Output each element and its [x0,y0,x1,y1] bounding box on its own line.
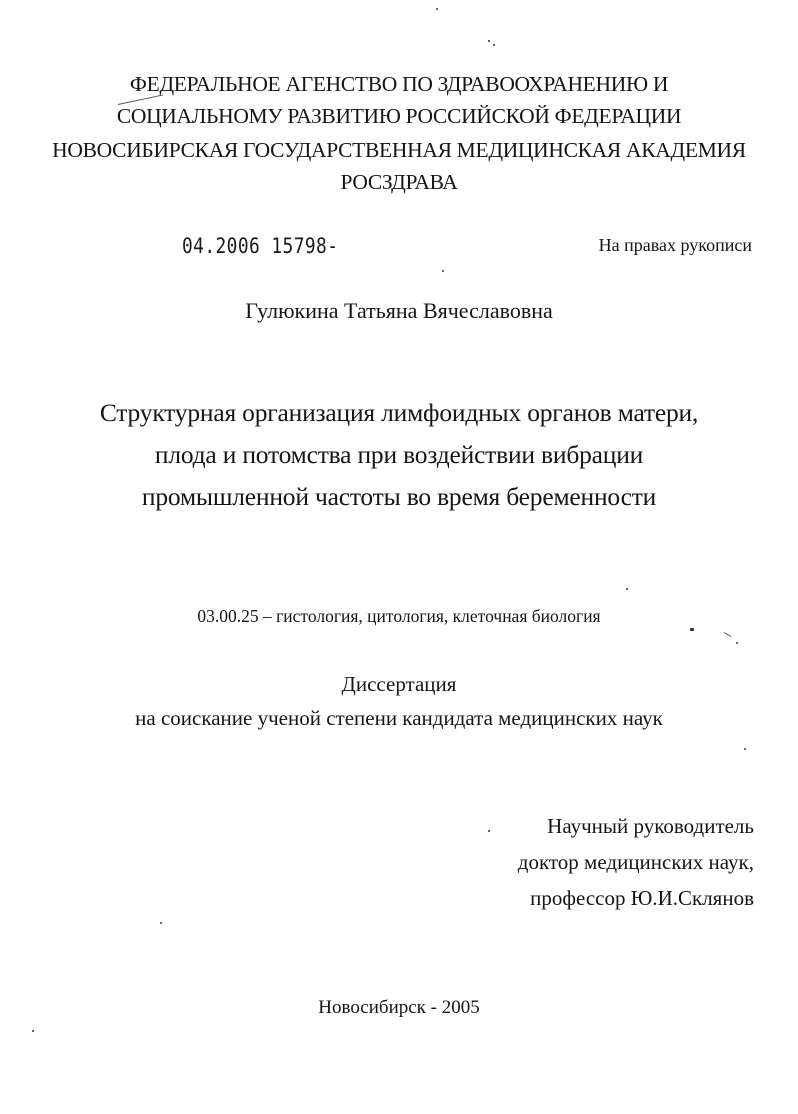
title-line-3: промышленной частоты во время беременности [141,482,657,511]
manuscript-rights: На правах рукописи [598,235,752,255]
scan-speck [744,748,746,750]
scan-speck [493,44,495,46]
scan-speck [736,642,738,644]
scan-speck [690,628,694,631]
dissertation-label: Диссертация [341,672,457,696]
agency-line-2: СОЦИАЛЬНОМУ РАЗВИТИЮ РОССИЙСКОЙ ФЕДЕРАЦИИ [116,104,682,128]
title-line-2: плода и потомства при воздействии вибрации [154,440,644,469]
scan-speck [442,270,444,272]
academy-line-2: РОСЗДРАВА [340,170,458,194]
city-year: Новосибирск - 2005 [318,997,480,1018]
scan-speck [626,588,628,590]
academy-line-1: НОВОСИБИРСКАЯ ГОСУДАРСТВЕННАЯ МЕДИЦИНСКАЯ АКАДЕМИЯ [52,138,746,162]
author-name: Гулюкина Татьяна Вячеславовна [245,298,553,323]
registration-stamp: 04.2006 15798- [182,234,339,258]
supervisor-role: Научный руководитель [547,814,754,838]
scan-speck [488,830,490,832]
agency-line-1: ФЕДЕРАЛЬНОЕ АГЕНСТВО ПО ЗДРАВООХРАНЕНИЮ И [129,72,669,96]
specialty-code: 03.00.25 – гистология, цитология, клеточная биология [197,606,601,626]
title-line-1: Структурная организация лимфоидных органов матери, [99,398,699,427]
scan-speck [488,40,490,42]
degree-line: на соискание ученой степени кандидата медицинских наук [135,706,663,730]
scan-scratch [724,632,731,637]
supervisor-name: профессор Ю.И.Склянов [530,886,754,910]
scan-speck [160,922,162,924]
scan-speck [32,1030,34,1032]
scan-speck [436,8,438,10]
supervisor-degree: доктор медицинских наук, [517,850,754,874]
